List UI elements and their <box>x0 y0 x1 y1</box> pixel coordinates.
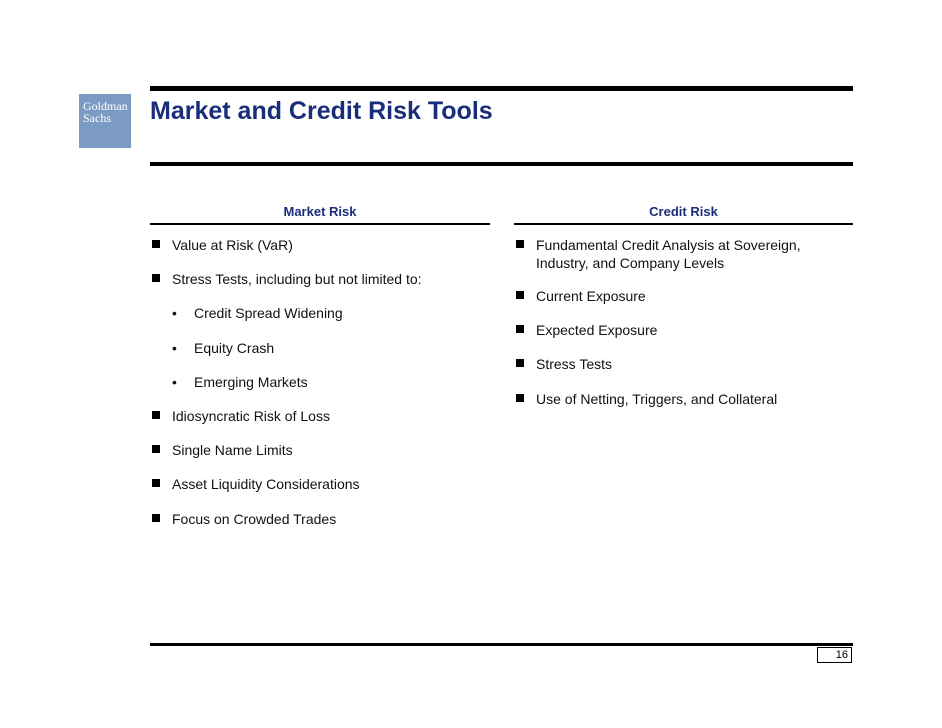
slide-title: Market and Credit Risk Tools <box>150 97 493 125</box>
footer-rule <box>150 643 853 646</box>
credit-risk-rule <box>514 223 853 225</box>
goldman-sachs-logo <box>79 94 131 148</box>
title-rule <box>150 162 853 166</box>
logo-line-2: Sachs <box>83 111 111 125</box>
page-number: 16 <box>817 647 852 663</box>
market-risk-rule <box>150 223 490 225</box>
market-risk-heading: Market Risk <box>283 204 357 219</box>
credit-risk-heading: Credit Risk <box>649 204 718 219</box>
top-rule <box>150 86 853 91</box>
logo-line-1: Goldman <box>83 99 128 113</box>
